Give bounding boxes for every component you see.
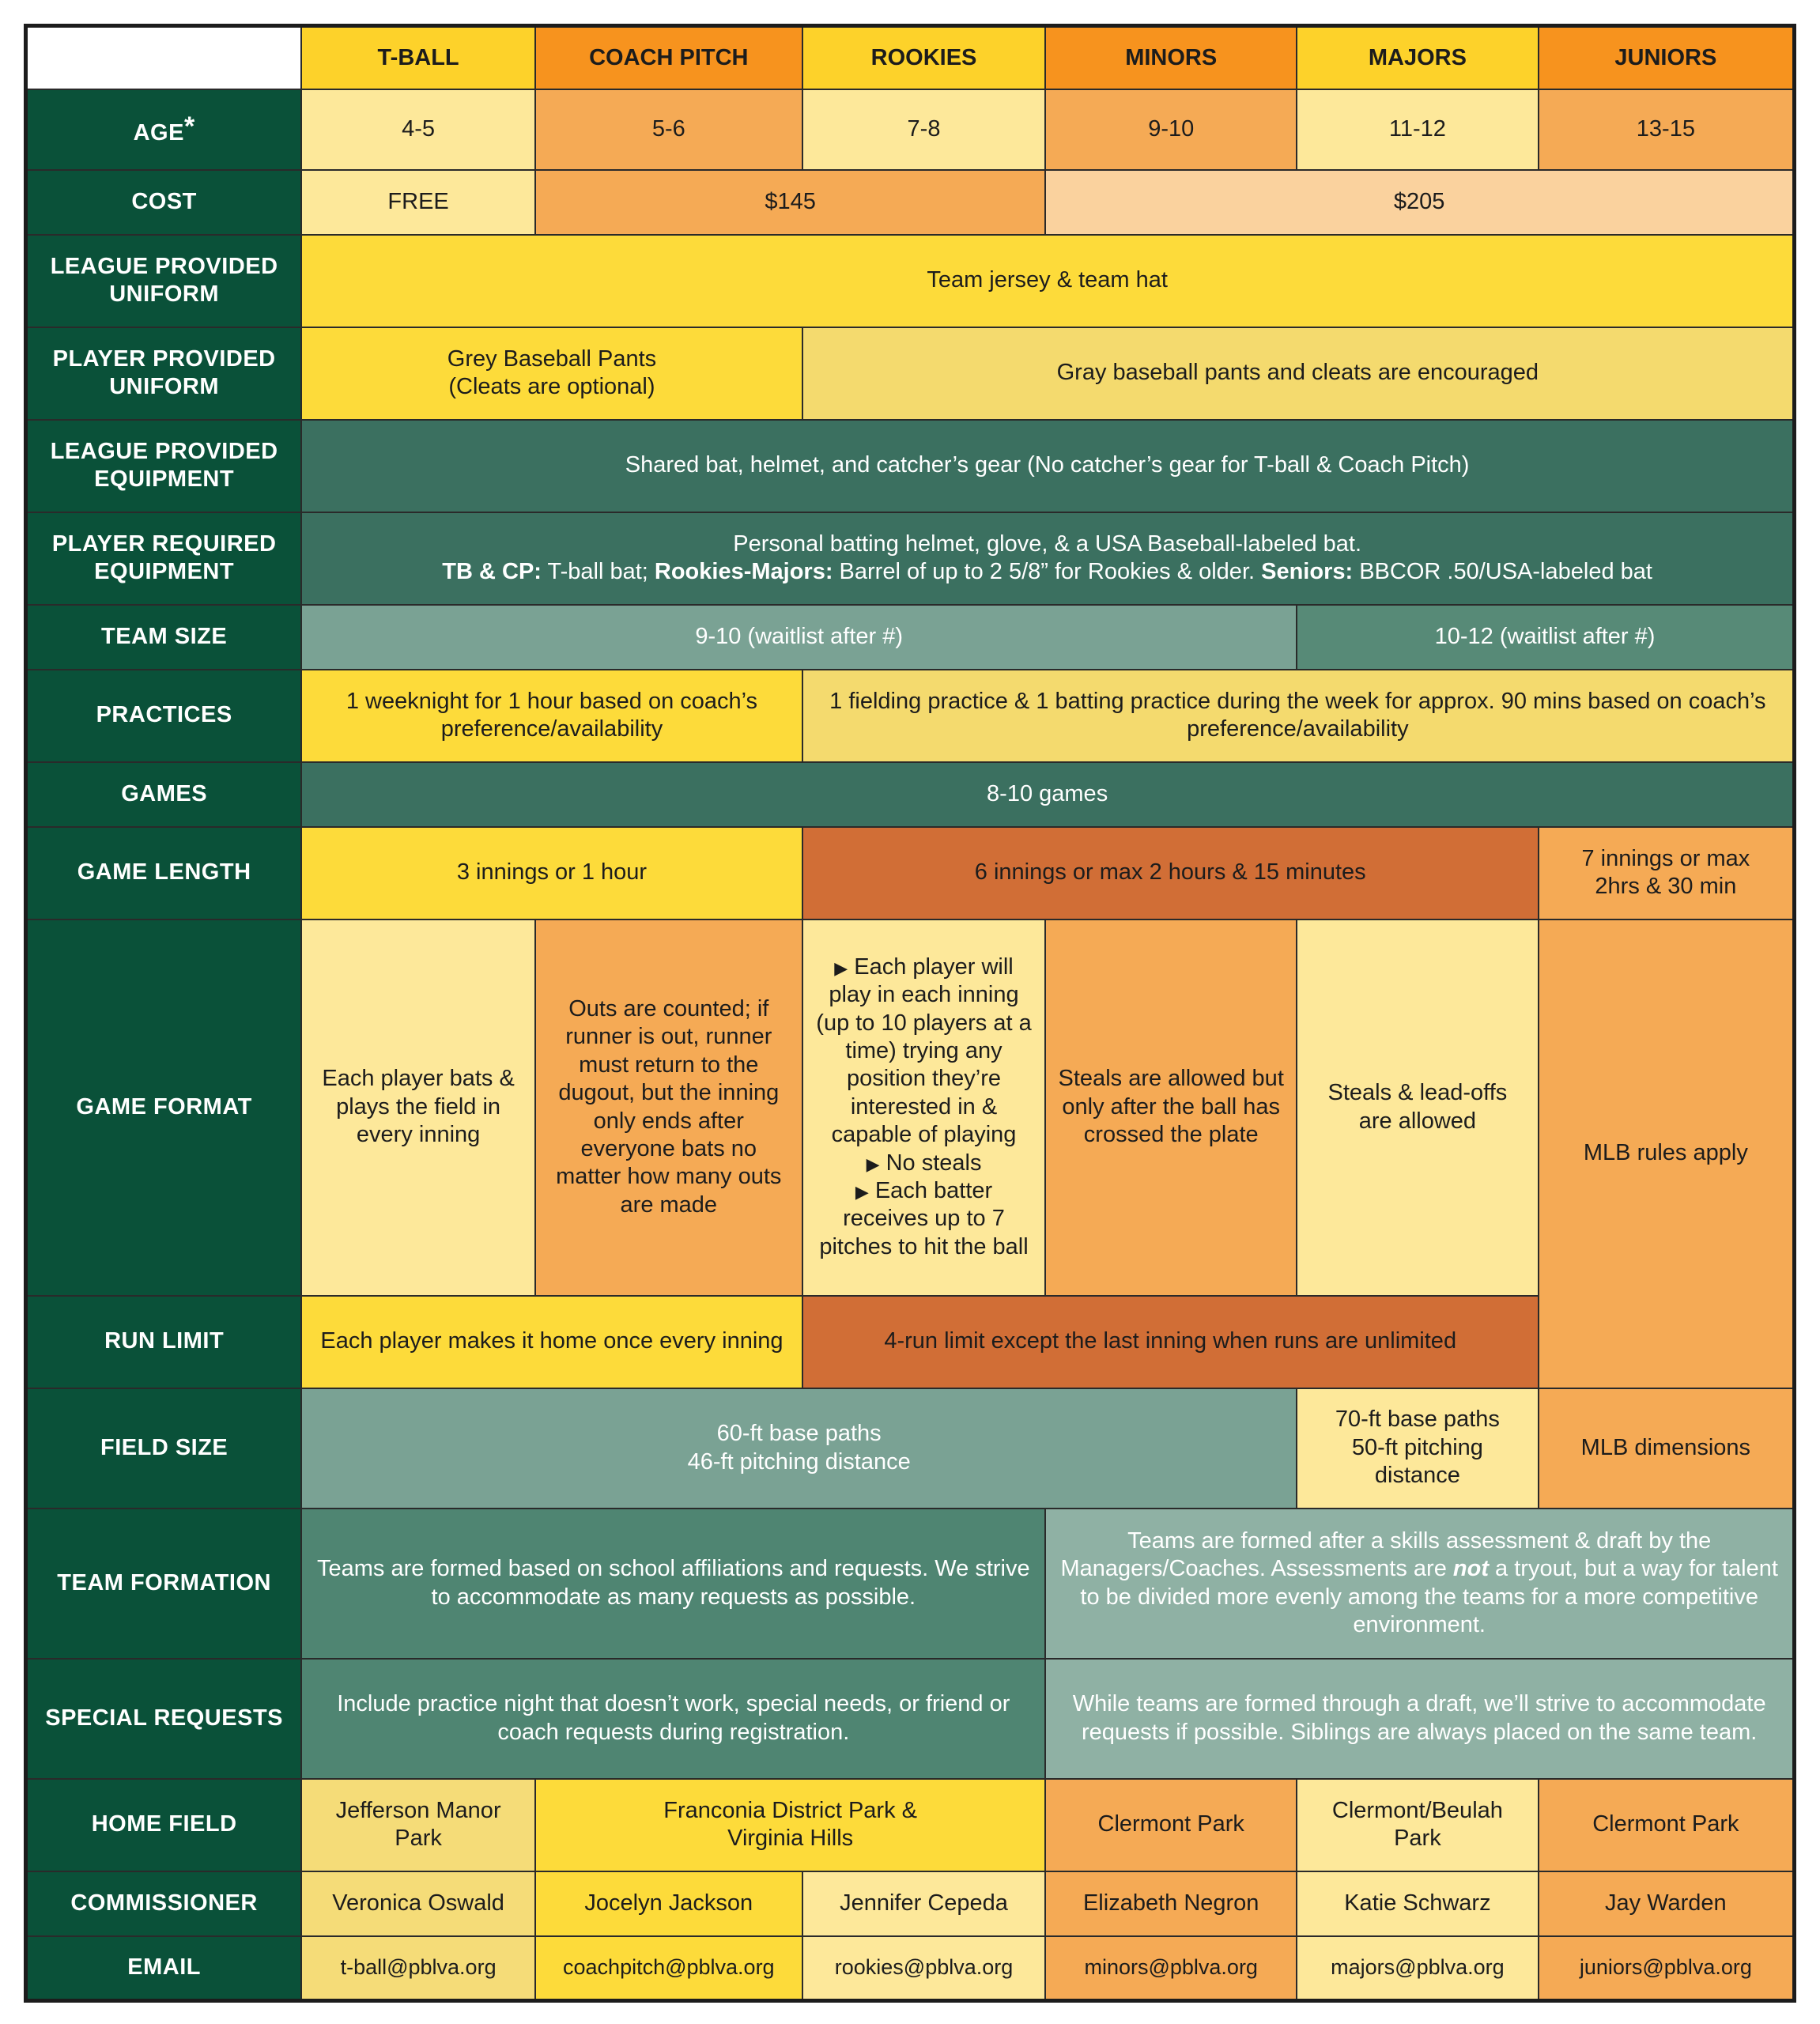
- seniors-text: BBCOR .50/USA-labeled bat: [1353, 559, 1652, 584]
- row-label-team-formation: TEAM FORMATION: [26, 1509, 302, 1659]
- practices-row: [26, 670, 1795, 762]
- rookies-majors-text: Barrel of up to 2 5/8” for Rookies & older.: [833, 559, 1262, 584]
- field-size-majors: [1297, 1388, 1539, 1509]
- cost-tball: FREE: [301, 170, 535, 235]
- row-label-commissioner: COMMISSIONER: [26, 1871, 302, 1936]
- player-equipment-value: [301, 512, 1794, 605]
- game-format-tball: Each player bats & plays the field in every inning: [301, 919, 535, 1296]
- league-equipment-row: [26, 420, 1795, 512]
- row-label-player-equipment: [26, 512, 302, 605]
- label-line: PLAYER REQUIRED: [51, 531, 277, 557]
- col-header-tball: T-BALL: [301, 26, 535, 89]
- game-format-juniors: MLB rules apply: [1539, 919, 1795, 1388]
- age-majors: 11-12: [1297, 89, 1539, 170]
- field-size-young: [301, 1388, 1297, 1509]
- tb-cp-text: T-ball bat;: [541, 559, 655, 584]
- email-minors[interactable]: minors@pblva.org: [1045, 1936, 1297, 2001]
- label-line: LEAGUE PROVIDED: [50, 253, 278, 279]
- home-field-juniors: Clermont Park: [1539, 1779, 1795, 1871]
- equipment-line-1: Personal batting helmet, glove, & a USA Baseball-labeled bat.: [733, 531, 1362, 557]
- game-format-row: [26, 919, 1795, 1296]
- row-label-player-uniform: [26, 327, 302, 420]
- text-line: 70-ft base paths: [1335, 1407, 1500, 1433]
- text-part: Teams are formed after a skills assessment & draft by the Managers/Coaches. Assessments are: [1060, 1527, 1712, 1582]
- practices-older: 1 fielding practice & 1 batting practice during the week for approx. 90 mins based on coach’s preference/availability: [802, 670, 1795, 762]
- email-coach-pitch[interactable]: coachpitch@pblva.org: [535, 1936, 802, 2001]
- team-formation-row: [26, 1509, 1795, 1659]
- text-line: 50-ft pitching: [1351, 1434, 1483, 1460]
- league-uniform-row: [26, 235, 1795, 327]
- age-row: [26, 89, 1795, 170]
- field-size-juniors: MLB dimensions: [1539, 1388, 1795, 1509]
- corner-cell: [26, 26, 302, 89]
- email-majors[interactable]: majors@pblva.org: [1297, 1936, 1539, 2001]
- emphasis-not: not: [1452, 1556, 1489, 1582]
- row-label-game-length: GAME LENGTH: [26, 827, 302, 919]
- age-coach-pitch: 5-6: [535, 89, 802, 170]
- rookies-rule-3: [814, 1177, 1034, 1261]
- commissioner-coach-pitch: Jocelyn Jackson: [535, 1871, 802, 1936]
- team-size-young: 9-10 (waitlist after #): [301, 605, 1297, 670]
- league-uniform-value: Team jersey & team hat: [301, 235, 1794, 327]
- practices-young: 1 weeknight for 1 hour based on coach’s preference/availability: [301, 670, 802, 762]
- age-juniors: 13-15: [1539, 89, 1795, 170]
- special-requests-young: Include practice night that doesn’t work, special needs, or friend or coach requests during registration.: [301, 1659, 1045, 1779]
- text-line: distance: [1374, 1463, 1460, 1489]
- label-line: EQUIPMENT: [94, 559, 235, 584]
- game-length-juniors: [1539, 827, 1795, 919]
- player-uniform-row: [26, 327, 1795, 420]
- run-limit-older: 4-run limit except the last inning when runs are unlimited: [802, 1296, 1539, 1388]
- team-formation-older: [1045, 1509, 1794, 1659]
- game-format-majors: Steals & lead-offs are allowed: [1297, 919, 1539, 1296]
- header-row: [26, 26, 1795, 89]
- text-part: a tryout, but a way for talent to be divided more evenly among the teams for a more competitive environment.: [1080, 1556, 1778, 1637]
- commissioner-row: [26, 1871, 1795, 1936]
- game-length-row: [26, 827, 1795, 919]
- text-line: Virginia Hills: [727, 1826, 854, 1851]
- col-header-coach-pitch: COACH PITCH: [535, 26, 802, 89]
- home-field-cp-rookies: [535, 1779, 1045, 1871]
- text-line: 60-ft base paths: [716, 1421, 882, 1447]
- team-size-row: [26, 605, 1795, 670]
- commissioner-tball: Veronica Oswald: [301, 1871, 535, 1936]
- rule-text: Each batter receives up to 7 pitches to hit the ball: [819, 1177, 1029, 1259]
- col-header-minors: MINORS: [1045, 26, 1297, 89]
- row-label-cost: COST: [26, 170, 302, 235]
- row-label-game-format: GAME FORMAT: [26, 919, 302, 1296]
- seniors-label: Seniors:: [1261, 559, 1354, 584]
- text-line: 2hrs & 30 min: [1595, 874, 1737, 899]
- run-limit-young: Each player makes it home once every inning: [301, 1296, 802, 1388]
- divisions-table: [24, 24, 1796, 2003]
- age-rookies: 7-8: [802, 89, 1046, 170]
- label-line: PLAYER PROVIDED: [52, 346, 276, 372]
- col-header-majors: MAJORS: [1297, 26, 1539, 89]
- rule-text: Each player will play in each inning (up to 10 players at a time) trying any position they’re interested in & capable of playing: [816, 953, 1032, 1148]
- equipment-line-2: [313, 558, 1781, 586]
- row-label-practices: PRACTICES: [26, 670, 302, 762]
- home-field-minors: Clermont Park: [1045, 1779, 1297, 1871]
- row-label-home-field: HOME FIELD: [26, 1779, 302, 1871]
- rule-text: No steals: [885, 1150, 982, 1176]
- game-format-minors: Steals are allowed but only after the ball has crossed the plate: [1045, 919, 1297, 1296]
- col-header-rookies: ROOKIES: [802, 26, 1046, 89]
- player-equipment-row: [26, 512, 1795, 605]
- row-label-games: GAMES: [26, 762, 302, 827]
- email-tball[interactable]: t-ball@pblva.org: [301, 1936, 535, 2001]
- row-label-age: [26, 89, 302, 170]
- commissioner-juniors: Jay Warden: [1539, 1871, 1795, 1936]
- home-field-tball: Jefferson Manor Park: [301, 1779, 535, 1871]
- team-size-older: 10-12 (waitlist after #): [1297, 605, 1794, 670]
- text-line: 7 innings or max: [1581, 845, 1750, 871]
- age-asterisk: *: [183, 111, 195, 142]
- label-line: UNIFORM: [109, 374, 220, 399]
- tb-cp-label: TB & CP:: [442, 559, 542, 584]
- age-tball: 4-5: [301, 89, 535, 170]
- cost-cp-rookies: $145: [535, 170, 1045, 235]
- row-label-email: EMAIL: [26, 1936, 302, 2001]
- text-line: Franconia District Park &: [663, 1797, 917, 1823]
- email-row: [26, 1936, 1795, 2001]
- games-row: [26, 762, 1795, 827]
- rookies-rule-2: [814, 1150, 1034, 1177]
- row-label-run-limit: RUN LIMIT: [26, 1296, 302, 1388]
- rookies-rule-1: [814, 953, 1034, 1150]
- games-value: 8-10 games: [301, 762, 1794, 827]
- player-uniform-young: [301, 327, 802, 420]
- commissioner-majors: Katie Schwarz: [1297, 1871, 1539, 1936]
- row-label-team-size: TEAM SIZE: [26, 605, 302, 670]
- label-line: LEAGUE PROVIDED: [50, 438, 278, 464]
- label-line: EQUIPMENT: [94, 466, 235, 492]
- col-header-juniors: JUNIORS: [1539, 26, 1795, 89]
- text-line: (Cleats are optional): [448, 374, 655, 399]
- age-minors: 9-10: [1045, 89, 1297, 170]
- row-label-field-size: FIELD SIZE: [26, 1388, 302, 1509]
- run-limit-row: [26, 1296, 1795, 1388]
- league-equipment-value: Shared bat, helmet, and catcher’s gear (No catcher’s gear for T-ball & Coach Pitch): [301, 420, 1794, 512]
- text-line: Grey Baseball Pants: [447, 346, 657, 372]
- game-format-coach-pitch: Outs are counted; if runner is out, runner must return to the dugout, but the inning only ends after everyone bats no matter how many outs are made: [535, 919, 802, 1296]
- row-label-league-uniform: [26, 235, 302, 327]
- label-line: UNIFORM: [109, 281, 220, 307]
- team-formation-young: Teams are formed based on school affiliations and requests. We strive to accommodate as many requests as possible.: [301, 1509, 1045, 1659]
- game-format-rookies: [802, 919, 1046, 1296]
- commissioner-rookies: Jennifer Cepeda: [802, 1871, 1046, 1936]
- rookies-majors-label: Rookies-Majors:: [654, 559, 833, 584]
- home-field-row: [26, 1779, 1795, 1871]
- age-label-text: AGE: [133, 120, 184, 146]
- bullet-icon: ▶: [834, 957, 848, 978]
- special-requests-row: [26, 1659, 1795, 1779]
- email-rookies[interactable]: rookies@pblva.org: [802, 1936, 1046, 2001]
- home-field-majors: Clermont/Beulah Park: [1297, 1779, 1539, 1871]
- row-label-league-equipment: [26, 420, 302, 512]
- special-requests-older: While teams are formed through a draft, we’ll strive to accommodate requests if possible. Siblings are always placed on the same team.: [1045, 1659, 1794, 1779]
- field-size-row: [26, 1388, 1795, 1509]
- email-juniors[interactable]: juniors@pblva.org: [1539, 1936, 1795, 2001]
- row-label-special-requests: SPECIAL REQUESTS: [26, 1659, 302, 1779]
- cost-minors-juniors: $205: [1045, 170, 1794, 235]
- game-length-young: 3 innings or 1 hour: [301, 827, 802, 919]
- game-length-mid: 6 innings or max 2 hours & 15 minutes: [802, 827, 1539, 919]
- commissioner-minors: Elizabeth Negron: [1045, 1871, 1297, 1936]
- cost-row: [26, 170, 1795, 235]
- player-uniform-older: Gray baseball pants and cleats are encouraged: [802, 327, 1795, 420]
- bullet-icon: ▶: [866, 1154, 880, 1174]
- bullet-icon: ▶: [855, 1181, 869, 1202]
- text-line: 46-ft pitching distance: [687, 1448, 911, 1475]
